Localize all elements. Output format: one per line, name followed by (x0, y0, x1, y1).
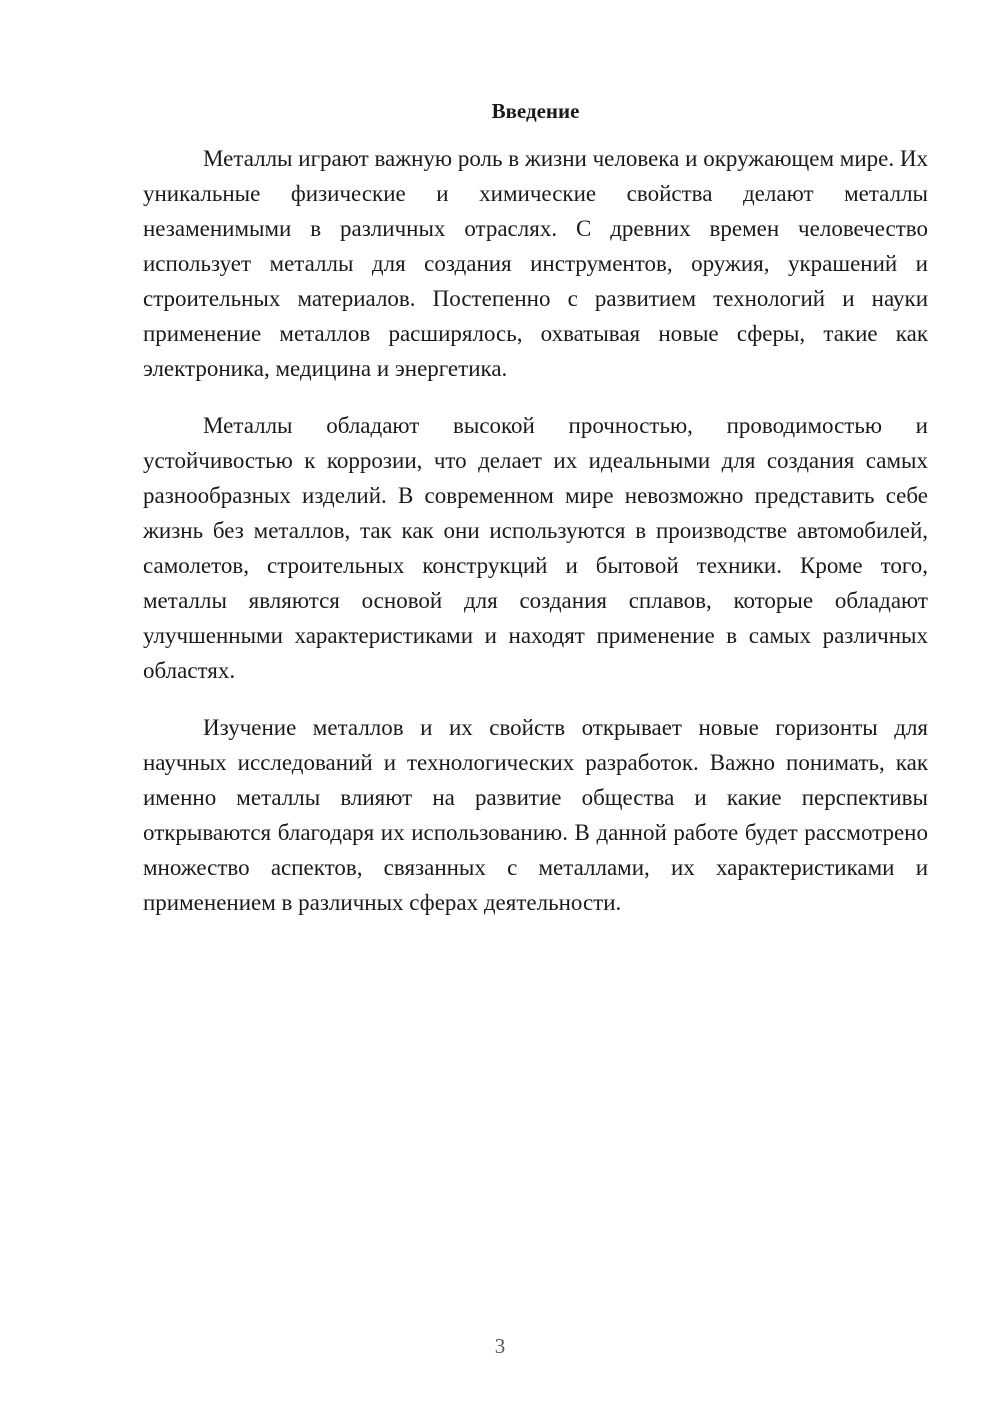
body-text (143, 141, 928, 942)
paragraph-2: Металлы обладают высокой прочностью, проводимостью и устойчивостью к коррозии, что делает их идеальными для создания самых разнообразных изделий. В современном мире невозможно представить себе жизнь без металлов, так как они используются в производстве автомобилей, самолетов, строительных конструкций и бытовой техники. Кроме того, металлы являются основой для создания сплавов, которые обладают улучшенными характеристиками и находят применение в самых различных областях. (143, 413, 928, 683)
paragraph-1: Металлы играют важную роль в жизни человека и окружающем мире. Их уникальные физические и химические свойства делают металлы незаменимыми в различных отраслях. С древних времен человечество использует металлы для создания инструментов, оружия, украшений и строительных материалов. Постепенно с развитием технологий и науки применение металлов расширялось, охватывая новые сферы, такие как электроника, медицина и энергетика. (143, 146, 928, 381)
section-heading: Введение (491, 99, 580, 123)
paragraph-3: Изучение металлов и их свойств открывает новые горизонты для научных исследований и технологических разработок. Важно понимать, как именно металлы влияют на развитие общества и какие перспективы открываются благодаря их использованию. В данной работе будет рассмотрено множество аспектов, связанных с металлами, их характеристиками и применением в различных сферах деятельности. (143, 715, 928, 915)
page-number: 3 (494, 1334, 506, 1358)
